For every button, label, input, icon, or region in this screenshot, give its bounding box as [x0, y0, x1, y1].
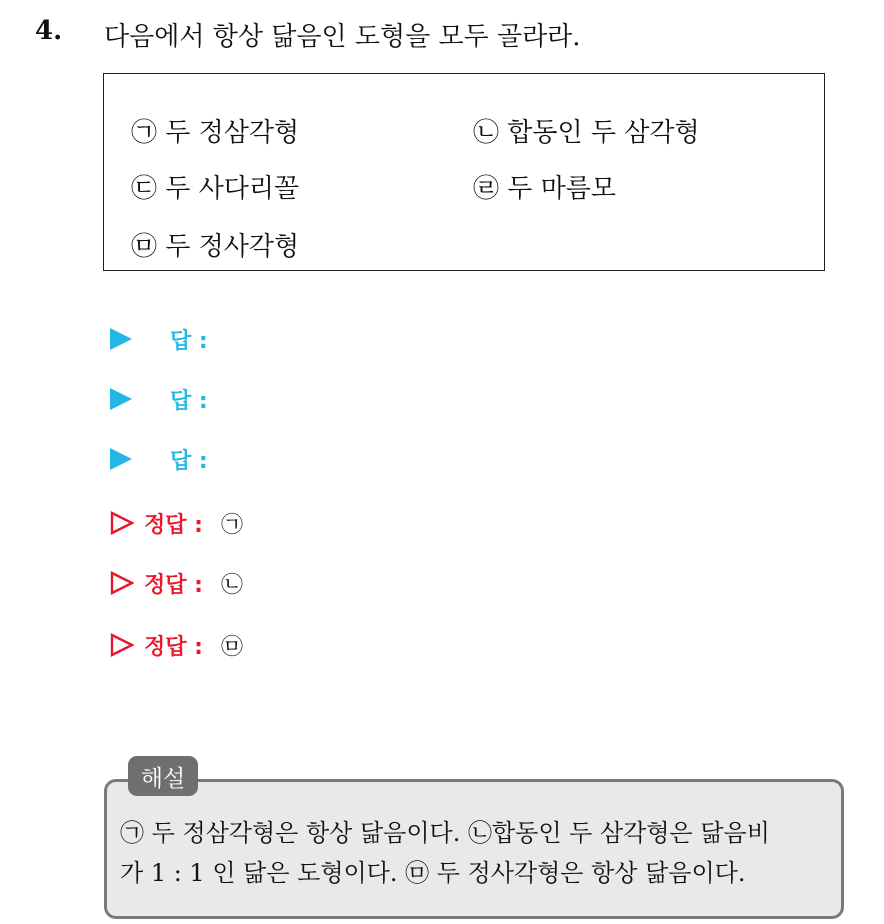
answer-row — [110, 444, 208, 474]
choice-item: ㉣ 두 마름모 — [473, 174, 616, 204]
correct-label: 정답 : — [144, 512, 203, 538]
outline-triangle-right-icon — [110, 511, 134, 535]
choice-item: ㉠ 두 정삼각형 — [131, 118, 300, 148]
correct-value: ㉡ — [220, 572, 243, 598]
correct-answer-row — [110, 568, 243, 598]
answer-label: 답 : — [170, 388, 208, 414]
outline-triangle-right-icon — [110, 633, 134, 657]
choice-item: ㉢ 두 사다리꼴 — [131, 174, 300, 204]
correct-answer-row — [110, 630, 243, 660]
correct-value: ㉠ — [220, 512, 243, 538]
answer-row — [110, 324, 208, 354]
choice-item: ㉡ 합동인 두 삼각형 — [473, 118, 700, 148]
correct-label: 정답 : — [144, 572, 203, 598]
filled-triangle-right-icon — [110, 448, 132, 470]
answer-label: 답 : — [170, 448, 208, 474]
explanation-line: ㉠ 두 정삼각형은 항상 닮음이다. ㉡합동인 두 삼각형은 닮음비 — [120, 819, 770, 847]
choice-item: ㉤ 두 정사각형 — [131, 232, 300, 262]
filled-triangle-right-icon — [110, 328, 132, 350]
question-number: 4. — [35, 16, 63, 46]
explanation-line: 가 1 : 1 인 닮은 도형이다. ㉤ 두 정사각형은 항상 닮음이다. — [120, 859, 746, 887]
correct-value: ㉤ — [220, 634, 243, 660]
outline-triangle-right-icon — [110, 571, 134, 595]
answer-label: 답 : — [170, 328, 208, 354]
correct-label: 정답 : — [144, 634, 203, 660]
answer-row — [110, 384, 208, 414]
explanation-tag: 해설 — [128, 756, 198, 796]
filled-triangle-right-icon — [110, 388, 132, 410]
explanation-box — [104, 779, 844, 919]
question-text: 다음에서 항상 닮음인 도형을 모두 골라라. — [104, 22, 581, 52]
correct-answer-row — [110, 508, 243, 538]
